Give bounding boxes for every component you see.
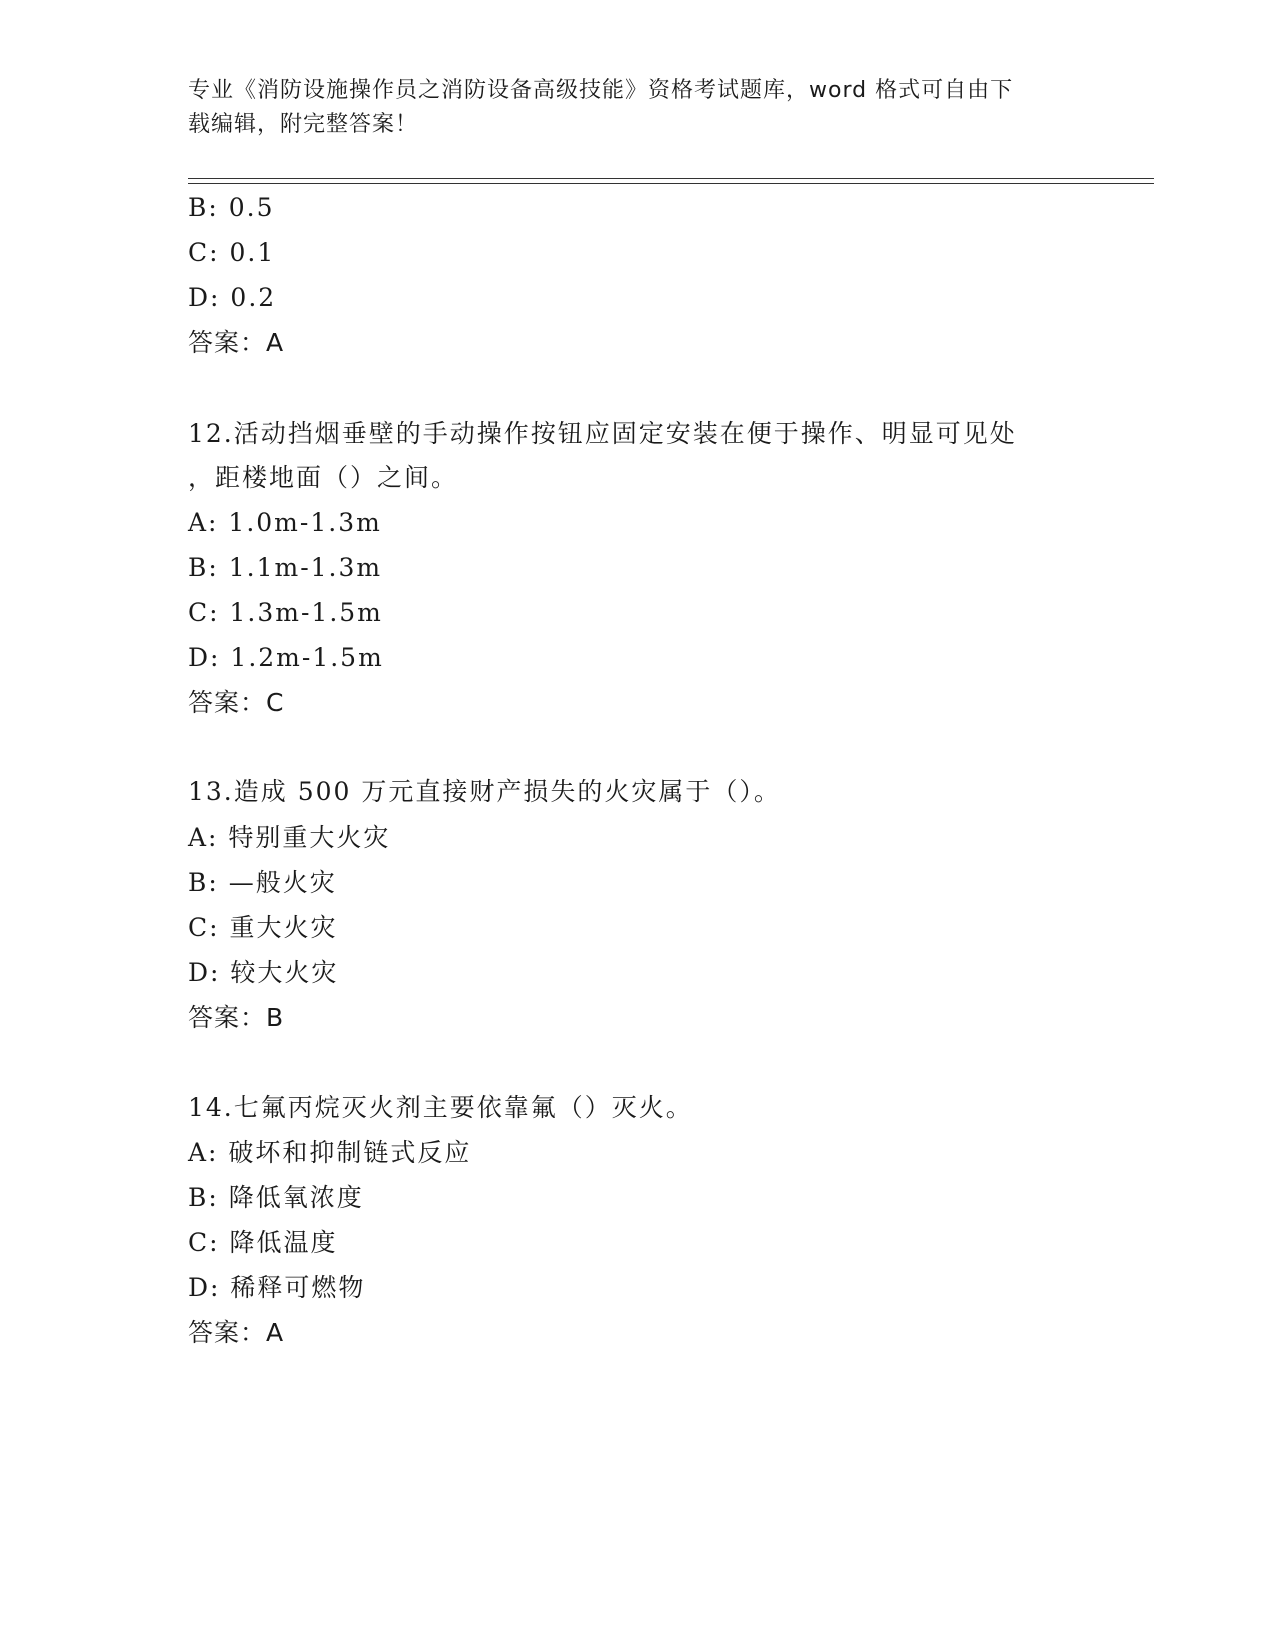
- answer-line: 答案：A: [188, 328, 285, 357]
- option-b: B: —般火灾: [188, 868, 337, 897]
- option-c: C: 降低温度: [188, 1228, 338, 1257]
- question-stem: 13.造成 500 万元直接财产损失的火灾属于（）。: [188, 777, 781, 806]
- question-stem: 14.七氟丙烷灭火剂主要依靠氟（）灭火。: [188, 1093, 693, 1122]
- option-d: D: 稀释可燃物: [188, 1273, 366, 1302]
- option-b: B: 降低氧浓度: [188, 1183, 364, 1212]
- option-d: D: 0.2: [188, 283, 277, 312]
- option-c: C: 重大火灾: [188, 913, 338, 942]
- option-d: D: 较大火灾: [188, 958, 339, 987]
- question-stem-continued: ，距楼地面（）之间。: [188, 463, 459, 492]
- document-header: [188, 74, 1088, 142]
- answer-line: 答案：A: [188, 1318, 285, 1347]
- header-line-2: 载编辑，附完整答案！: [188, 112, 419, 137]
- option-b: B: 1.1m-1.3m: [188, 553, 383, 582]
- option-d: D: 1.2m-1.5m: [188, 643, 384, 672]
- header-line-1: 专业《消防设施操作员之消防设备高级技能》资格考试题库，word 格式可自由下: [188, 78, 1014, 103]
- header-divider-top: [188, 178, 1154, 179]
- header-divider-bottom: [188, 183, 1154, 184]
- answer-line: 答案：B: [188, 1003, 285, 1032]
- option-a: A: 破坏和抑制链式反应: [188, 1138, 472, 1167]
- answer-line: 答案：C: [188, 688, 285, 717]
- option-c: C: 0.1: [188, 238, 276, 267]
- option-c: C: 1.3m-1.5m: [188, 598, 383, 627]
- option-a: A: 特别重大火灾: [188, 823, 391, 852]
- question-stem: 12.活动挡烟垂壁的手动操作按钮应固定安装在便于操作、明显可见处: [188, 419, 1017, 448]
- option-b: B: 0.5: [188, 193, 275, 222]
- option-a: A: 1.0m-1.3m: [188, 508, 382, 537]
